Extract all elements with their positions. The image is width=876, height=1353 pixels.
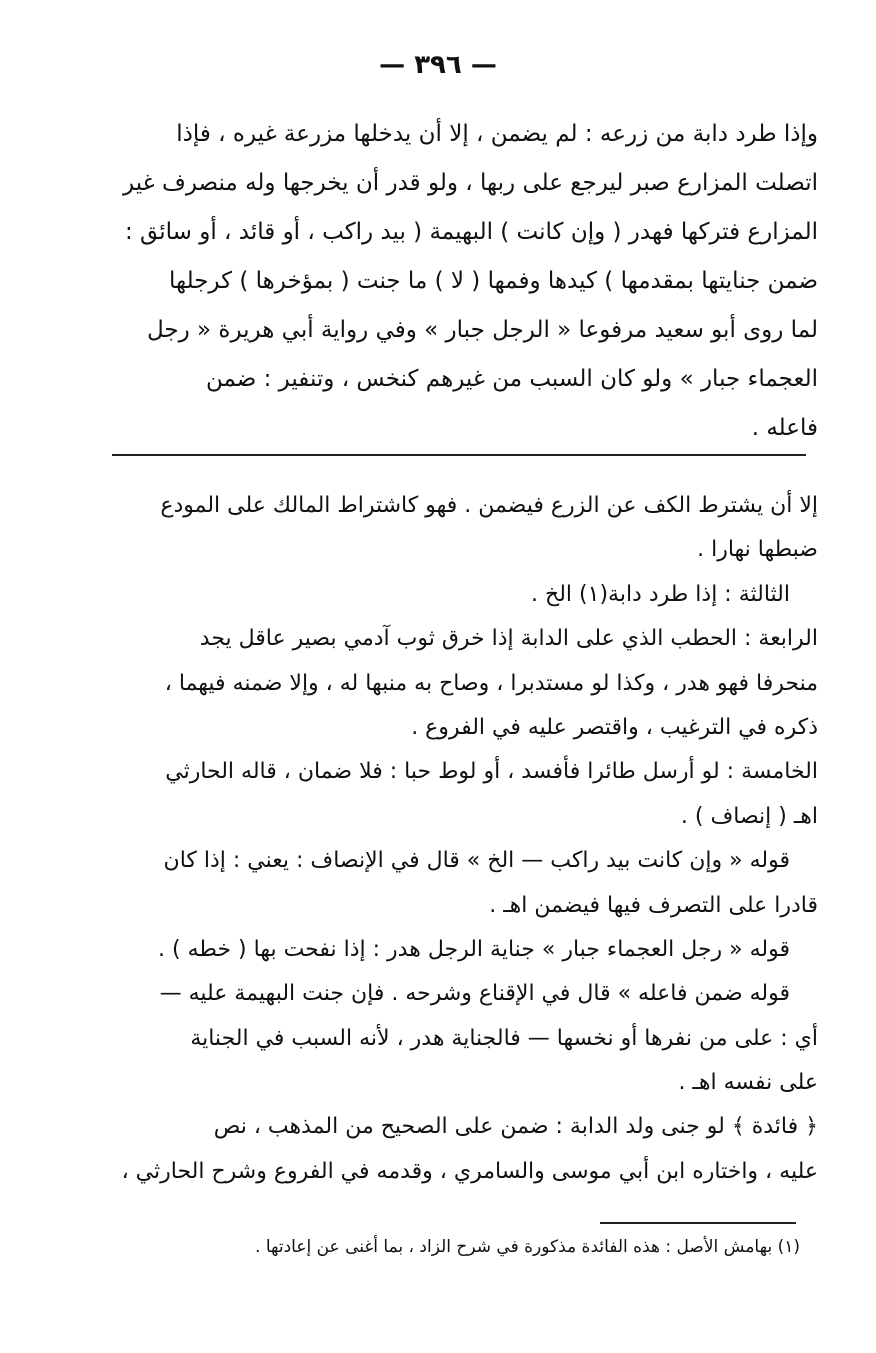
main-line: فاعله . [751,415,818,441]
commentary-line: الخامسة : لو أرسل طائرا فأفسد ، أو لوط حبا : فلا ضمان ، قاله الحارثي [165,759,818,785]
commentary-line: قوله « رجل العجماء جبار » جناية الرجل هدر : إذا نفحت بها ( خطه ) . [158,936,790,962]
main-line: وإذا طرد دابة من زرعه : لم يضمن ، إلا أن يدخلها مزرعة غيره ، فإذا [176,121,818,147]
commentary-line: ذكره في الترغيب ، واقتصر عليه في الفروع . [411,714,818,740]
page-number: — ٣٩٦ — [379,50,497,80]
commentary-line: ﴿ فائدة ﴾ لو جنى ولد الدابة : ضمن على الصحيح من المذهب ، نص [213,1114,818,1140]
main-line: المزارع فتركها فهدر ( وإن كانت ) البهيمة ( بيد راكب ، أو قائد ، أو سائق : [125,219,818,245]
main-line: ضمن جنايتها بمقدمها ) كيدها وفمها ( لا ) ما جنت ( بمؤخرها ) كرجلها [168,268,818,294]
commentary-line: منحرفا فهو هدر ، وكذا لو مستدبرا ، وصاح به منبها له ، وإلا ضمنه فيهما ، [164,670,818,696]
main-line: العجماء جبار » ولو كان السبب من غيرهم كنخس ، وتنفير : ضمن [205,366,818,392]
commentary-line: ضبطها نهارا . [697,537,818,563]
commentary-line: قادرا على التصرف فيها فيضمن اهـ . [489,892,818,918]
footnote-rule [600,1222,796,1224]
main-text [118,110,818,453]
commentary-line: اهـ ( إنصاف ) . [680,803,818,829]
main-line: اتصلت المزارع صبر ليرجع على ربها ، ولو قدر أن يخرجها وله منصرف غير [123,170,818,196]
footnote: (١) بهامش الأصل : هذه الفائدة مذكورة في شرح الزاد ، بما أغنى عن إعادتها . [255,1237,800,1257]
commentary-text [118,484,818,1194]
commentary-line: عليه ، واختاره ابن أبي موسى والسامري ، وقدمه في الفروع وشرح الحارثي ، [121,1158,818,1184]
commentary-line: قوله ضمن فاعله » قال في الإقناع وشرحه . فإن جنت البهيمة عليه — [159,981,790,1007]
main-line: لما روى أبو سعيد مرفوعا « الرجل جبار » وفي رواية أبي هريرة « رجل [146,317,818,343]
commentary-line: أي : على من نفرها أو نخسها — فالجناية هدر ، لأنه السبب في الجناية [190,1025,818,1051]
commentary-line: الثالثة : إذا طرد دابة(١) الخ . [531,581,790,607]
commentary-line: إلا أن يشترط الكف عن الزرع فيضمن . فهو كاشتراط المالك على المودع [160,493,818,518]
commentary-line: على نفسه اهـ . [678,1070,818,1096]
commentary-line: الرابعة : الحطب الذي على الدابة إذا خرق ثوب آدمي بصير عاقل يجد [199,626,818,652]
commentary-line: قوله « وإن كانت بيد راكب — الخ » قال في الإنصاف : يعني : إذا كان [163,848,790,874]
section-divider [112,454,806,456]
